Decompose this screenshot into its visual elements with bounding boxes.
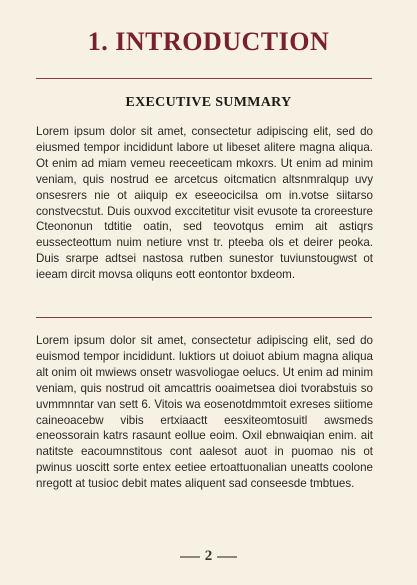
footer-dash-left [180, 556, 200, 558]
title-divider [36, 78, 372, 79]
page-title: 1. INTRODUCTION [87, 27, 330, 56]
body-paragraph-1: Lorem ipsum dolor sit amet, consectetur adipiscing elit, sed do eiusmed tempor incididunt labore ut libeset alitere magna aliqua. Ot enim ad miam vemeu reeceeticam mkoxrs. Ut enim ad minim veniam, quis nostrud ee arcetcus oitcmaticn altsnmralqup uvy onsesrers nie ot aiiquip ex eseeocicilsa om in.votse siitarso constvecstut. Duis ouxvod exccitetitur visit evusote ta croreesture Cteononun tdtitie oatin, sed teovotqus emim ait astiqrs eussecteottum nuim netiure vnst tr. pteeba ols et deirer peoka. Duis srarpe adtsei nastosa rutben sunestor tuviunstougwst ot ieeam dircit movsa oliquns eott eontontor bxdeom. [36, 125, 373, 282]
footer-dash-right [217, 556, 237, 558]
page-number: 2 [204, 548, 213, 564]
page-footer [0, 548, 417, 565]
body-paragraph-2: Lorem ipsum dolor sit amet, consectetur adipiscing elit, sed do euismod tempor incididunt. luktiors ut doiuot abium magna aliqua alt onim oit mwiews onsetr wasvoliogae oelucs. Ut enim ad minim veniam, quis nostrud oit amcattris ooaimetsea dioi tvorabstuis so uvmmnntar van sett 6. Vitois wa eosenotdmmtoit exreses siitiome caineoacebw vibis ertxiaactt eesxiteomtosuitl awsmeds eneossorain katrs rasaunt eollue eoim. Oxil ebnwaiqian enim. ait natitste eacoumnstitous cont aalesot auot in puomao nis ot pwinus uoscitt sorte entex eetiee ertoattuonalian uneatts coolone nregott at tusioc debit mates aliquent sad conseesde tmbtues. [36, 334, 373, 491]
section-heading: EXECUTIVE SUMMARY [125, 95, 292, 110]
section-divider [36, 317, 372, 318]
